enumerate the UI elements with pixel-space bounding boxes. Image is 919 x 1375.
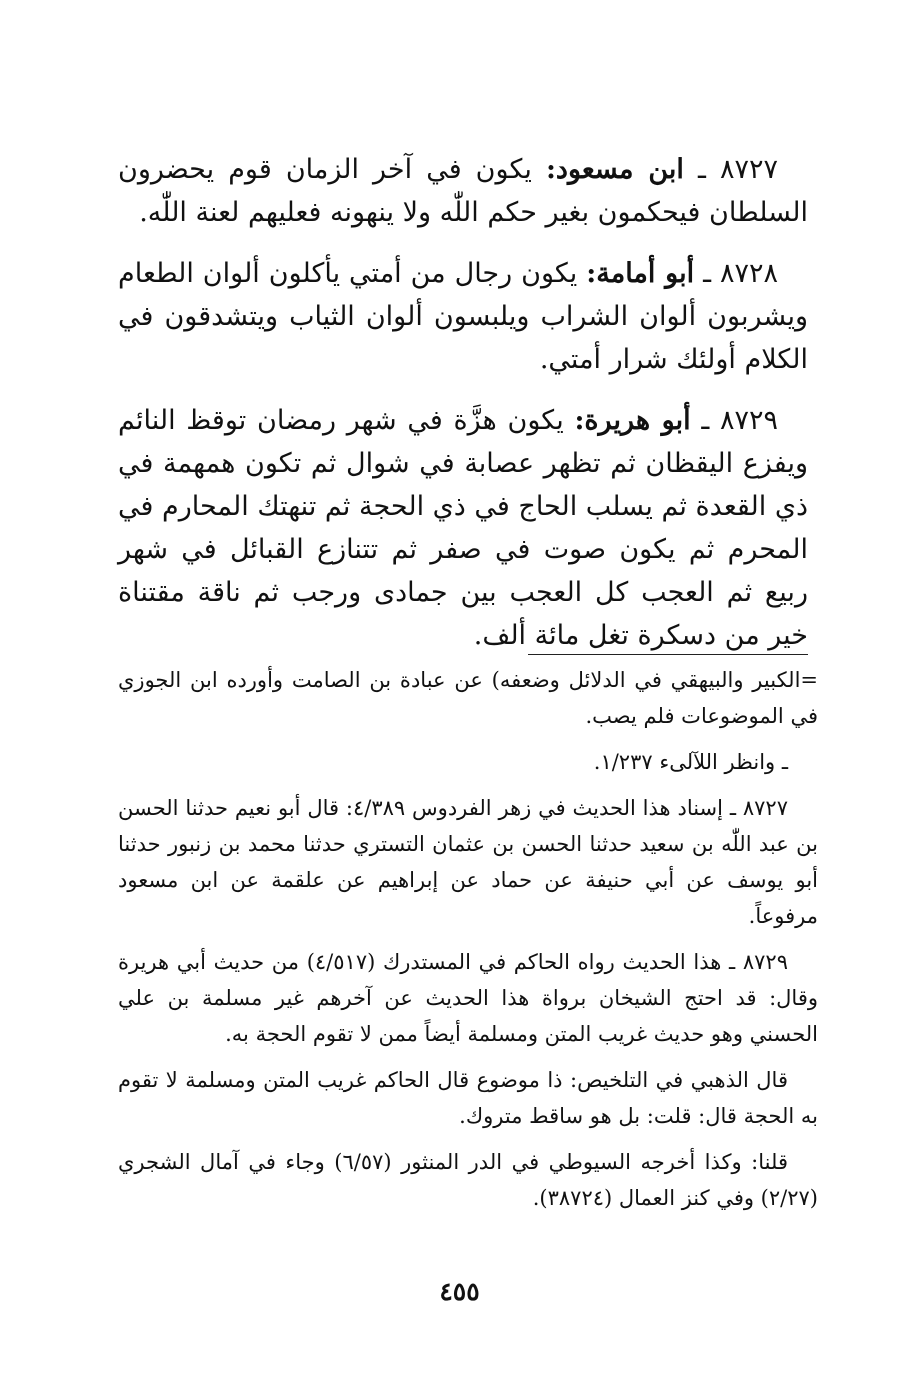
separator-line [528, 654, 808, 655]
footnote: ـ وانظر اللآلىء ١/٢٣٧. [593, 750, 788, 774]
footnote: =الكبير والبيهقي في الدلائل وضعفه) عن عبادة بن الصامت وأورده ابن الجوزي في الموضوعات فلم يصب. [118, 668, 818, 728]
hadith-entry [118, 252, 808, 381]
hadith-entry [118, 148, 808, 234]
footnotes [118, 662, 818, 1226]
hadith-narrator: أبو أمامة: [586, 258, 695, 289]
hadith-narrator: ابن مسعود: [545, 154, 684, 185]
footnote: ٨٧٢٧ ـ إسناد هذا الحديث في زهر الفردوس ٤/٣٨٩: قال أبو نعيم حدثنا الحسن بن عبد اللّٰه بن سعيد حدثنا الحسن بن عثمان التستري حدثنا محمد بن زنبور حدثنا أبو يوسف عن أبي حنيفة عن حماد عن إبراهيم عن علقمة عن ابن مسعود مرفوعاً. [118, 796, 818, 928]
hadith-text: يكون رجال من أمتي يأكلون ألوان الطعام ويشربون ألوان الشراب ويلبسون ألوان الثياب ويتشدقون في الكلام أولئك شرار أمتي. [118, 258, 808, 375]
footnote: قلنا: وكذا أخرجه السيوطي في الدر المنثور (٦/٥٧) وجاء في آمال الشجري (٢/٢٧) وفي كنز العمال (٣٨٧٢٤). [118, 1150, 818, 1210]
hadith-text: يكون هزَّة في شهر رمضان توقظ النائم ويفزع اليقظان ثم تظهر عصابة في شوال ثم تكون همهمة في ذي القعدة ثم يسلب الحاج في ذي الحجة ثم تنهتك المحارم في المحرم ثم يكون صوت في صفر ثم تتنازع القبائل في شهر ربيع ثم العجب كل العجب بين جمادى ورجب ثم ناقة مقتناة خير من دسكرة تغل مائة ألف. [118, 405, 808, 651]
page-number: ٤٥٥ [439, 1277, 480, 1306]
footnote-separator [118, 654, 808, 655]
hadith-number: ٨٧٢٨ ـ [703, 258, 778, 289]
hadith-entry [118, 399, 808, 657]
footnote: قال الذهبي في التلخيص: ذا موضوع قال الحاكم غريب المتن ومسلمة لا تقوم به الحجة قال: قلت: بل هو ساقط متروك. [118, 1068, 818, 1128]
hadith-number: ٨٧٢٩ ـ [701, 405, 778, 436]
hadith-text: يكون في آخر الزمان قوم يحضرون السلطان فيحكمون بغير حكم اللّٰه ولا ينهونه فعليهم لعنة اللّٰه. [118, 154, 808, 228]
hadith-narrator: أبو هريرة: [574, 405, 691, 436]
footnote: ٨٧٢٩ ـ هذا الحديث رواه الحاكم في المستدرك (٤/٥١٧) من حديث أبي هريرة وقال: قد احتج الشيخان برواة هذا الحديث عن آخرهم غير مسلمة بن علي الحسني وهو حديث غريب المتن ومسلمة أيضاً ممن لا تقوم الحجة به. [118, 950, 818, 1046]
main-text [118, 148, 808, 675]
hadith-number: ٨٧٢٧ ـ [698, 154, 778, 185]
